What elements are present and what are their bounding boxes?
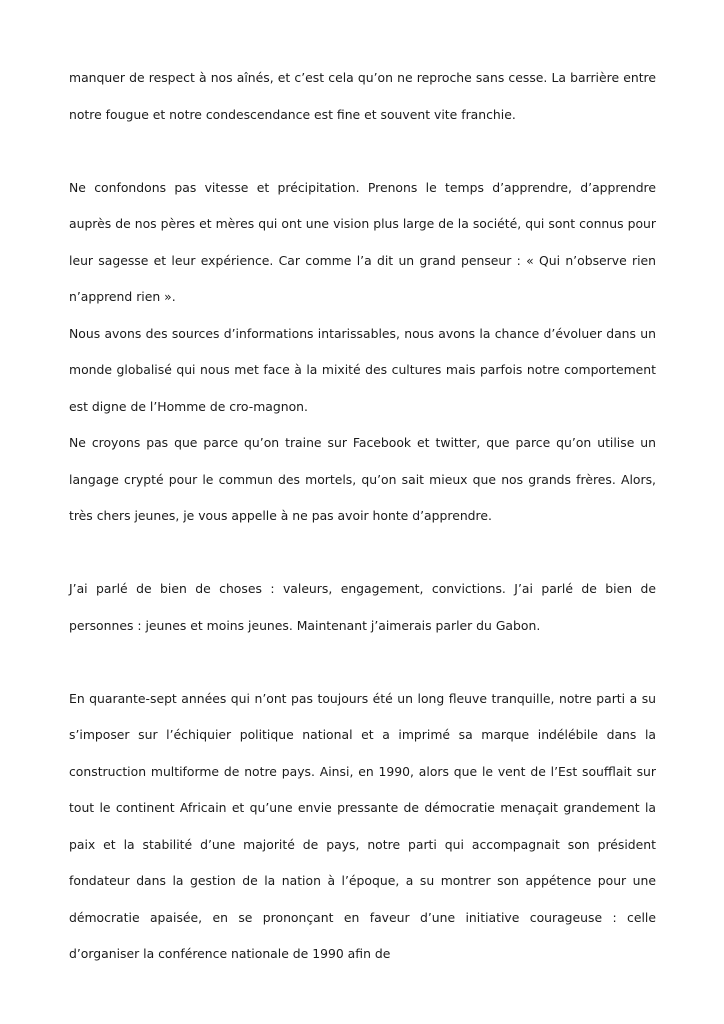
paragraph-1: manquer de respect à nos aînés, et c’est cela qu’on ne reproche sans cesse. La barrière entre notre fougue et notre condescendance est fine et souvent vite franchie. xyxy=(69,70,656,122)
document-page xyxy=(69,60,656,973)
paragraph-spacer xyxy=(69,535,656,572)
paragraph-3: Nous avons des sources d’informations intarissables, nous avons la chance d’évoluer dans un monde globalisé qui nous met face à la mixité des cultures mais parfois notre comportement est digne de l’Homme de cro-magnon. xyxy=(69,325,656,414)
paragraph-6: En quarante-sept années qui n’ont pas toujours été un long fleuve tranquille, notre parti a su s’imposer sur l’échiquier politique national et a imprimé sa marque indélébile dans la construction multiforme de notre pays. Ainsi, en 1990, alors que le vent de l’Est soufflait sur tout le continent Africain et qu’une envie pressante de démocratie menaçait grandement la paix et la stabilité d’une majorité de pays, notre parti qui accompagnait son président fondateur dans la gestion de la nation à l’époque, a su montrer son appétence pour une démocratie apaisée, en se prononçant en faveur d’une initiative courageuse : celle d’organiser la conférence nationale de 1990 afin de xyxy=(69,690,656,961)
paragraph-spacer xyxy=(69,133,656,170)
paragraph-2: Ne confondons pas vitesse et précipitation. Prenons le temps d’apprendre, d’apprendre auprès de nos pères et mères qui ont une vision plus large de la société, qui sont connus pour leur sagesse et leur expérience. Car comme l’a dit un grand penseur : « Qui n’observe rien n’apprend rien ». xyxy=(69,179,656,304)
paragraph-5: J’ai parlé de bien de choses : valeurs, engagement, convictions. J’ai parlé de bien de personnes : jeunes et moins jeunes. Maintenant j’aimerais parler du Gabon. xyxy=(69,581,656,633)
paragraph-spacer xyxy=(69,644,656,681)
paragraph-4: Ne croyons pas que parce qu’on traine sur Facebook et twitter, que parce qu’on utilise un langage crypté pour le commun des mortels, qu’on sait mieux que nos grands frères. Alors, très chers jeunes, je vous appelle à ne pas avoir honte d’apprendre. xyxy=(69,435,656,523)
